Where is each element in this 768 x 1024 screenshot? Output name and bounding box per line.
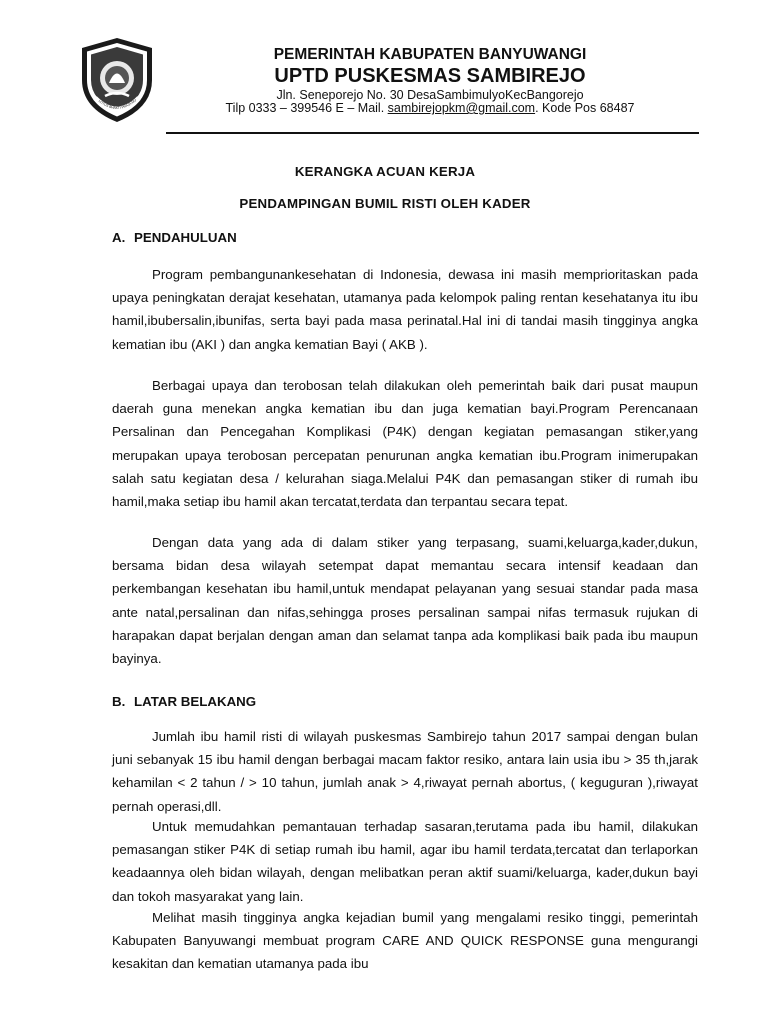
- phone-text: Tilp 0333 – 399546 E – Mail.: [225, 101, 388, 115]
- section-title: PENDAHULUAN: [134, 230, 237, 245]
- office-address: Jln. Seneporejo No. 30 DesaSambimulyoKecBangorejo: [276, 88, 584, 102]
- document-subtitle: PENDAMPINGAN BUMIL RISTI OLEH KADER: [239, 196, 531, 211]
- postal-code-text: . Kode Pos 68487: [535, 101, 635, 115]
- section-heading-pendahuluan: [112, 230, 237, 245]
- paragraph: Melihat masih tingginya angka kejadian bumil yang mengalami resiko tinggi, pemerintah Kabupaten Banyuwangi membuat program CARE AND QUICK RESPONSE guna mengurangi kesakitan dan kematian utamanya pada ibu: [112, 910, 698, 972]
- email-link[interactable]: sambirejopkm@gmail.com: [387, 101, 536, 115]
- office-name: UPTD PUSKESMAS SAMBIREJO: [274, 65, 586, 87]
- paragraph: Program pembangunankesehatan di Indonesia, dewasa ini masih memprioritaskan pada upaya peningkatan derajat kesehatan, utamanya pada kelompok paling rentan kesehatanya itu ibu hamil,ibubersalin,ibunifas, serta bayi pada masa perinatal.Hal ini di tandai masih tingginya angka kematian ibu (AKI ) dan angka kematian Bayi ( AKB ).: [112, 267, 698, 352]
- logo-ring-text: LOTUS BHAKTI PRAJA MU: [97, 98, 138, 111]
- paragraph: Dengan data yang ada di dalam stiker yang terpasang, suami,keluarga,kader,dukun, bersama bidan desa wilayah setempat dapat memantau secara intensif keadaan dan perkembangan kesehatan ibu hamil,untuk mendapat pelayanan yang sesuai standar pada masa ante natal,persalinan dan nifas,sehingga proses persalinan sampai nifas termasuk rujukan di harapakan dapat berjalan dengan aman dan selamat tanpa ada komplikasi baik pada ibu maupun bayinya.: [112, 535, 698, 667]
- paragraph: Jumlah ibu hamil risti di wilayah puskesmas Sambirejo tahun 2017 sampai dengan bulan juni sebanyak 15 ibu hamil dengan berbagai macam faktor resiko, antara lain usia ibu > 35 th,jarak kehamilan < 2 tahun / > 10 tahun, jumlah anak > 4,riwayat pernah abortus, ( keguguran ),riwayat pernah operasi,dll.: [112, 729, 698, 814]
- letterhead-divider: [166, 132, 699, 134]
- section-number: B.: [112, 694, 126, 709]
- banyuwangi-regency-emblem: [76, 36, 158, 124]
- section-title: LATAR BELAKANG: [134, 694, 257, 709]
- section-number: A.: [112, 230, 126, 245]
- government-name: PEMERINTAH KABUPATEN BANYUWANGI: [273, 46, 587, 63]
- paragraph: Berbagai upaya dan terobosan telah dilakukan oleh pemerintah baik dari pusat maupun daerah guna menekan angka kematian ibu dan juga kematian bayi.Program Perencanaan Persalinan dan Pencegahan Komplikasi (P4K) dengan kegiatan pemasangan stiker,yang merupakan upaya terobosan percepatan penurunan angka kematian ibu.Program inimerupakan salah satu kegiatan desa / kelurahan siaga.Melalui P4K dan pemasangan stiker di rumah ibu hamil,maka setiap ibu hamil akan tercatat,terdata dan terpantau secara tepat.: [112, 378, 698, 510]
- section-heading-latar-belakang: [112, 694, 256, 709]
- office-contact: [170, 101, 690, 116]
- document-title: KERANGKA ACUAN KERJA: [294, 164, 476, 179]
- paragraph: Untuk memudahkan pemantauan terhadap sasaran,terutama pada ibu hamil, dilakukan pemasangan stiker P4K di setiap rumah ibu hamil, agar ibu hamil terdata,tercatat dan terlaporkan keadaannya oleh bidan wilayah, dengan melibatkan peran aktif suami/keluarga, kader,dukun bayi dan tokoh masyarakat yang lain.: [112, 819, 698, 904]
